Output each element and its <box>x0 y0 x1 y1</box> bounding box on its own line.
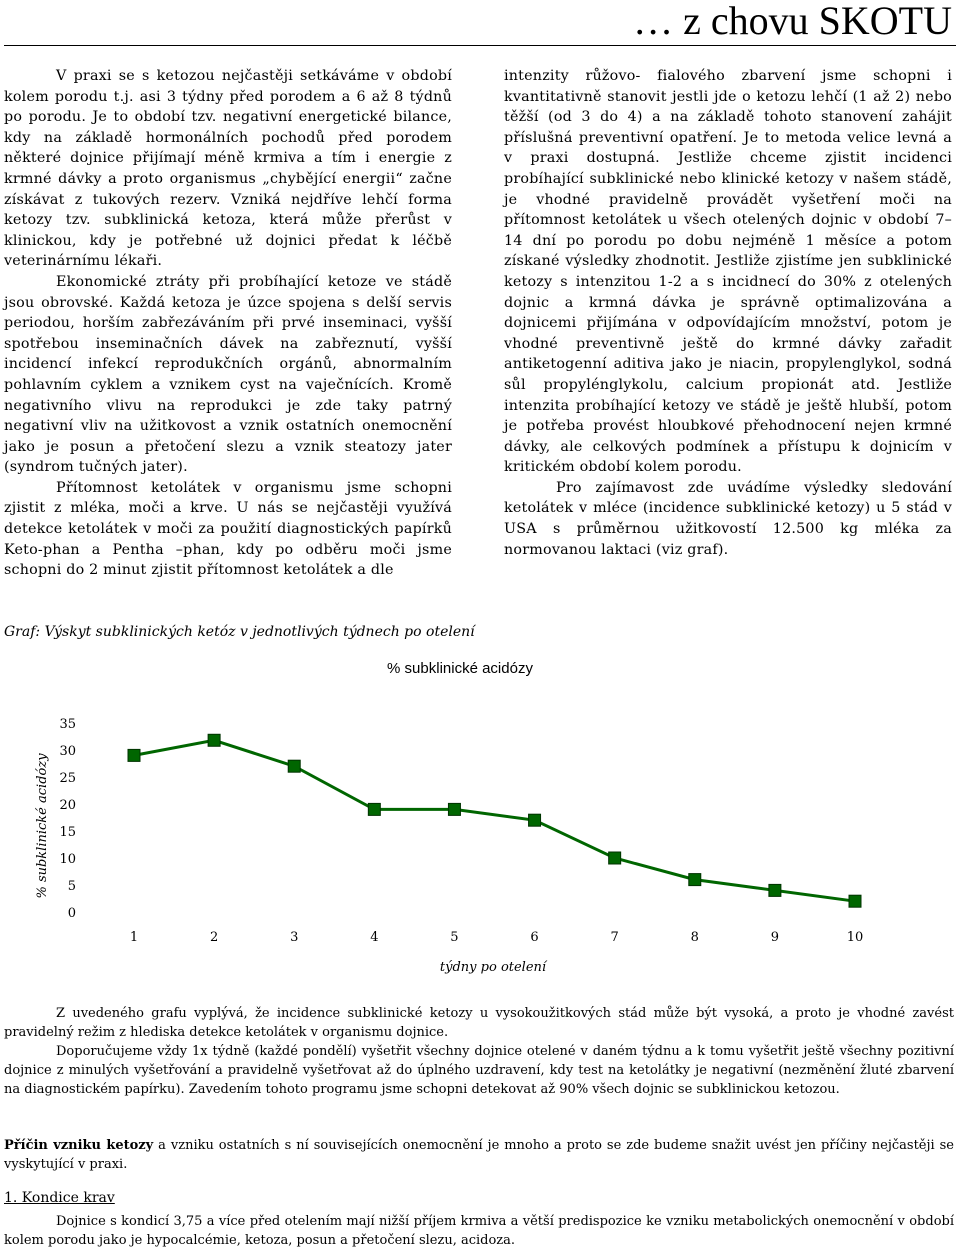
series-line <box>134 740 855 901</box>
x-tick-label: 1 <box>129 930 139 945</box>
x-tick-label: 5 <box>450 930 459 945</box>
data-point <box>448 803 460 815</box>
causes-text <box>4 1136 954 1174</box>
y-tick-label: 25 <box>59 771 76 786</box>
chart-svg <box>0 650 960 990</box>
conclusion-text <box>4 1004 954 1099</box>
causes-bold: Příčin vzniku ketozy <box>4 1138 154 1153</box>
x-tick-label: 10 <box>846 930 864 945</box>
data-point <box>529 814 541 826</box>
paragraph: intenzity růžovo- fialového zbarvení jsme schopni i kvantitativně stanovit jestli jde o ketozu lehčí (1 až 2) nebo těžší (od 3 do 4) a na základě tohoto stanovení zahájit příslušná preventivní opatření. Je to metoda velice levná a v praxi dostupná. Jestliže chceme zjistit incidenci probíhající subklinické nebo klinické ketozy v našem stádě, je vhodné pravidelně provádět vyšetření moči na přítomnost ketolátek u všech otelených dojnic v období 7– 14 dní po porodu po dobu nejméně 1 měsíce a potom získané výsledky zhodnotit. Jestliže zjistíme jen subklinické ketozy s intenzitou 1-2 a s incidnecí do 30% z otelených dojnic a krmná dávka je správně optimalizována a dojnicemi přijímána v odpovídajícím množství, potom je vhodné preventivně ještě do krmné dávky zařadit antiketogenní aditiva jako je niacin, propylenglykol, sodná sůl propylénglykolu, calcium propionát atd. Jestliže intenzita probíhající ketozy ve stádě je ještě hlubší, potom je potřeba provést hloubkové přehodnocení nejen krmné dávky, ale celkových podmínek a přístupu k dojnicím v kritickém období kolem porodu. <box>504 68 952 476</box>
paragraph: Doporučujeme vždy 1x týdně (každé pondělí) vyšetřit všechny dojnice otelené v daném týdnu a k tomu vyšetřit ještě všechny pozitivní dojnice z minulých vyšetřování a pravidelně vyšetřovat až do úplného uzdravení, kdy test na ketolátky je negativní (nezměnění žluté zbarvení na diagnostickém papírku). Zavedením tohoto programu jsme schopni detekovat až 90% všech dojnic se subklinickou ketozou. <box>4 1044 954 1097</box>
x-axis-label: týdny po otelení <box>439 960 547 975</box>
right-column <box>504 66 952 560</box>
paragraph: Z uvedeného grafu vyplývá, že incidence subklinické ketozy u vysokoužitkových stád může být vysoká, a proto je vhodné zavést pravidelný režim z hlediska detekce ketolátek v organismu dojnice. <box>4 1006 954 1040</box>
data-point <box>849 895 861 907</box>
y-tick-label: 5 <box>67 879 76 894</box>
y-tick-label: 20 <box>59 798 76 813</box>
figure-caption: Graf: Výskyt subklinických ketóz v jednotlivých týdnech po otelení <box>4 624 475 640</box>
y-tick-label: 35 <box>59 717 76 732</box>
series <box>128 734 861 907</box>
paragraph: Ekonomické ztráty při probíhající ketoze ve stádě jsou obrovské. Každá ketoza je úzce spojena s delší servis periodou, horším zabřezáváním při prvé inseminaci, vyšší spotřebou inseminačních dávek na zabřeznutí, vyšší incidencí infekcí reprodukčních orgánů, abnormalním pohlavním cyklem a vznikem cyst na vaječnících. Kromě negativního vlivu na reprodukci je zde taky patrný negativní vliv na užitkovost a vznik ostatních onemocnění jako je posun a přetočení slezu a vznik steatozy jater (syndrom tučných jater). <box>4 273 452 476</box>
y-tick-label: 0 <box>67 906 76 921</box>
data-point <box>769 884 781 896</box>
section-text <box>4 1212 954 1250</box>
data-point <box>128 749 140 761</box>
paragraph: Přítomnost ketolátek v organismu jsme schopni zjistit z mléka, moči a krve. U nás se nejčastěji využívá detekce ketolátek v moči za použití diagnostických papírků Keto-phan a Pentha –phan, kdy po odběru moči jsme schopni do 2 minut zjistit přítomnost ketolátek a dle <box>4 479 452 579</box>
data-point <box>368 803 380 815</box>
paragraph: Dojnice s kondicí 3,75 a více před otelením mají nižší příjem krmiva a větší predispozice ke vzniku metabolických onemocnění v období kolem porodu jako je hypocalcémie, ketoza, posun a přetočení slezu, acidoza. <box>4 1214 954 1248</box>
data-point <box>689 874 701 886</box>
data-point <box>288 760 300 772</box>
y-tick-label: 15 <box>59 825 76 840</box>
paragraph <box>4 1136 954 1174</box>
header-rule <box>4 45 956 46</box>
data-point <box>609 852 621 864</box>
section-heading: 1. Kondice krav <box>4 1190 115 1206</box>
chart <box>0 650 960 990</box>
x-tick-label: 3 <box>290 930 299 945</box>
header-title: … z chovu SKOTU <box>633 0 952 43</box>
x-tick-label: 2 <box>209 930 219 945</box>
x-tick-label: 9 <box>770 930 780 945</box>
paragraph: V praxi se s ketozou nejčastěji setkáváme v období kolem porodu t.j. asi 3 týdny před porodem a 6 až 8 týdnů po porodu. Je to období tzv. negativní energetické bilance, kdy na základě hormonálních pochodů před porodem některé dojnice přijímají méně krmiva a tím i energie z krmné dávky a proto organismus „chybějící energii“ začne získávat z tukových rezerv. Vzniká nejdříve lehčí forma ketozy tzv. subklinická ketoza, která může přerůst v klinickou, kdy je potřebné už dojnici předat k léčbě veterinárnímu lékaři. <box>4 68 452 270</box>
x-axis <box>130 930 863 945</box>
y-axis <box>59 717 76 921</box>
x-tick-label: 7 <box>610 930 619 945</box>
data-point <box>208 734 220 746</box>
left-column <box>4 66 452 581</box>
chart-title: % subklinické acidózy <box>387 660 533 677</box>
paragraph: Pro zajímavost zde uvádíme výsledky sledování ketolátek v mléce (incidence subklinické ketozy) u 5 stád v USA s průměrnou užitkovostí 12.500 kg mléka za normovanou laktaci (viz graf). <box>504 479 952 558</box>
x-tick-label: 6 <box>530 930 539 945</box>
x-tick-label: 8 <box>690 930 699 945</box>
y-tick-label: 30 <box>59 744 76 759</box>
y-axis-label: % subklinické acidózy <box>35 753 50 899</box>
causes-rest: a vzniku ostatních s ní souvisejících onemocnění je mnoho a proto se zde budeme snažit uvést jen příčiny nejčastěji se vyskytující v praxi. <box>4 1138 954 1172</box>
x-tick-label: 4 <box>370 930 379 945</box>
y-tick-label: 10 <box>59 852 76 867</box>
